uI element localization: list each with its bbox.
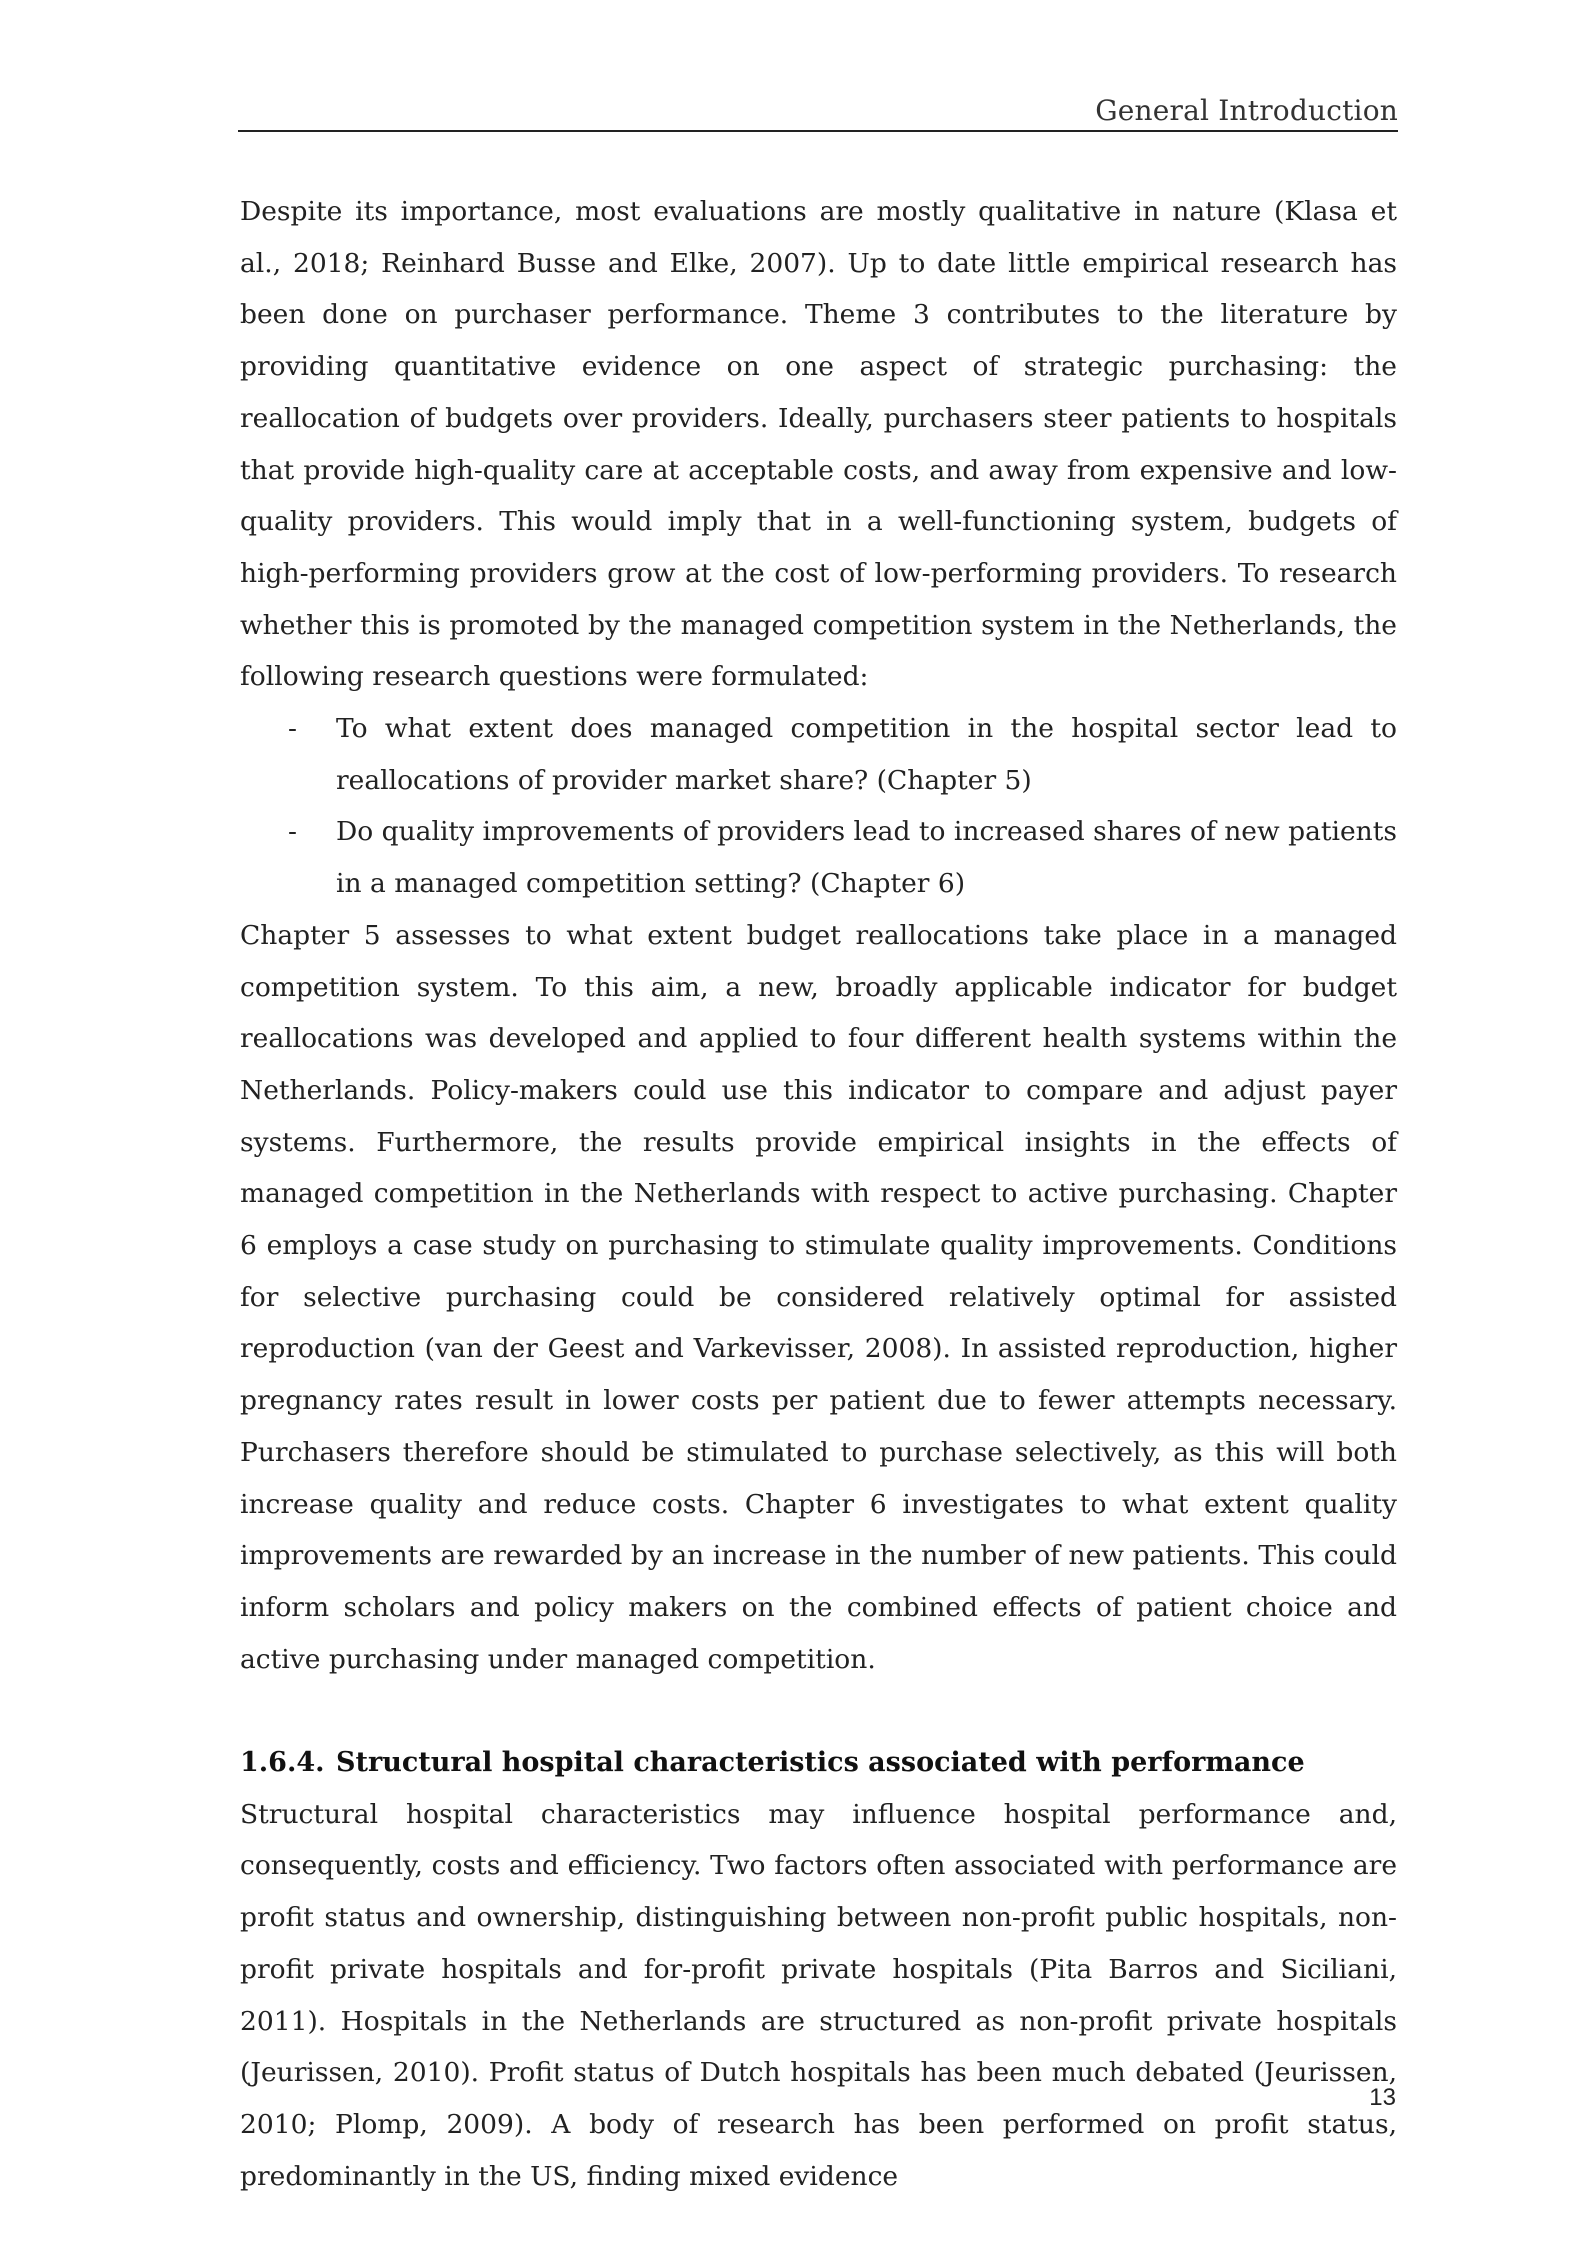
bullet-dash: - [288, 713, 297, 745]
research-questions-list [240, 703, 1397, 910]
list-item [240, 806, 1397, 909]
section-title: Structural hospital characteristics associated with performance [336, 1747, 1305, 1779]
list-item [240, 703, 1397, 806]
section-number: 1.6.4. [240, 1747, 325, 1779]
page-number: 13 [1369, 2084, 1396, 2111]
paragraph-chapters: Chapter 5 assesses to what extent budget reallocations take place in a managed competition system. To this aim, a new, broadly applicable indicator for budget reallocations was developed and applied to four different health systems within the Netherlands. Policy-makers could use this indicator to compare and adjust payer systems. Furthermore, the results provide empirical insights in the effects of managed competition in the Netherlands with respect to active purchasing. Chapter 6 employs a case study on purchasing to stimulate quality improvements. Conditions for selective purchasing could be considered relatively optimal for assisted reproduction (van der Geest and Varkevisser, 2008). In assisted reproduction, higher pregnancy rates result in lower costs per patient due to fewer attempts necessary. Purchasers therefore should be stimulated to purchase selectively, as this will both increase quality and reduce costs. Chapter 6 investigates to what extent quality improvements are rewarded by an increase in the number of new patients. This could inform scholars and policy makers on the combined effects of patient choice and active purchasing under managed competition. [240, 919, 1397, 1675]
research-question-2: Do quality improvements of providers lead to increased shares of new patients in a managed competition setting? (Chapter 6) [336, 816, 1397, 900]
paragraph-intro: Despite its importance, most evaluations are mostly qualitative in nature (Klasa et al., 2018; Reinhard Busse and Elke, 2007). Up to date little empirical research has been done on purchaser performance. Theme 3 contributes to the literature by providing quantitative evidence on one aspect of strategic purchasing: the reallocation of budgets over providers. Ideally, purchasers steer patients to hospitals that provide high-quality care at acceptable costs, and away from expensive and low-quality providers. This would imply that in a well-functioning system, budgets of high-performing providers grow at the cost of low-performing providers. To research whether this is promoted by the managed competition system in the Netherlands, the following research questions were formulated: [240, 196, 1397, 693]
bullet-dash: - [288, 816, 297, 848]
paragraph-structural: Structural hospital characteristics may influence hospital performance and, consequently, costs and efficiency. Two factors often associated with performance are profit status and ownership, distinguishing between non-profit public hospitals, non-profit private hospitals and for-profit private hospitals (Pita Barros and Siciliani, 2011). Hospitals in the Netherlands are structured as non-profit private hospitals (Jeurissen, 2010). Profit status of Dutch hospitals has been much debated (Jeurissen, 2010; Plomp, 2009). A body of research has been performed on profit status, predominantly in the US, finding mixed evidence [240, 1798, 1397, 2192]
running-header [238, 92, 1398, 132]
section-heading [240, 1737, 1397, 1789]
body-text [240, 186, 1397, 2202]
research-question-1: To what extent does managed competition in the hospital sector lead to reallocations of provider market share? (Chapter 5) [336, 713, 1397, 796]
running-header-title: General Introduction [1095, 94, 1398, 127]
